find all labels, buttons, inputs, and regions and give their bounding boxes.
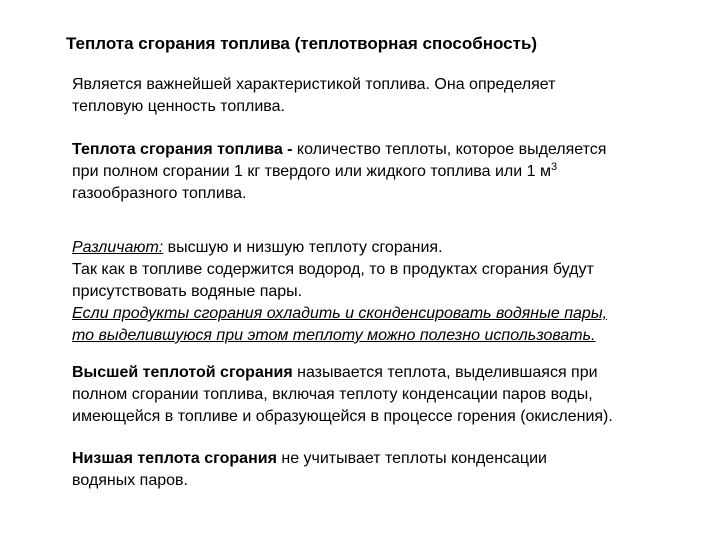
term-heat-of-combustion: Теплота сгорания топлива - <box>72 141 293 158</box>
slide-title: Теплота сгорания топлива (теплотворная способность) <box>66 34 538 53</box>
text-line <box>72 237 692 259</box>
text-line: газообразного топлива. <box>72 185 247 202</box>
text-fragment: называется теплота, выделившаяся при <box>292 364 598 381</box>
paragraph-higher-heat <box>72 362 692 428</box>
superscript-cubic: 3 <box>550 161 558 173</box>
text-fragment: количество теплоты, которое выделяется <box>292 141 607 158</box>
lead-distinguish: Различают: <box>72 239 164 256</box>
emphasis-line: Если продукты сгорания охладить и сконденсировать водяные пары, <box>72 305 608 322</box>
text-line <box>72 448 692 470</box>
text-line: имеющейся в топливе и образующейся в процессе горения (окисления). <box>72 408 613 425</box>
text-line: Так как в топливе содержится водород, то в продуктах сгорания будут <box>72 261 594 278</box>
text-line: Является важнейшей характеристикой топлива. Она определяет <box>72 76 556 93</box>
text-fragment: при полном сгорании 1 кг твердого или жидкого топлива или 1 м <box>72 163 551 180</box>
text-line: водяных паров. <box>72 472 188 489</box>
text-line <box>72 139 692 161</box>
paragraph-definition <box>72 139 692 205</box>
emphasis-line: то выделившуюся при этом теплоту можно полезно использовать. <box>72 327 596 344</box>
text-line: полном сгорании топлива, включая теплоту конденсации паров воды, <box>72 386 593 403</box>
text-line: присутствовать водяные пары. <box>72 283 303 300</box>
text-line <box>72 161 692 183</box>
paragraph-importance <box>72 74 692 118</box>
paragraph-lower-heat <box>72 448 692 492</box>
term-lower-heat: Низшая теплота сгорания <box>72 450 277 467</box>
term-higher-heat: Высшей теплотой сгорания <box>72 364 293 381</box>
text-line: тепловую ценность топлива. <box>72 98 285 115</box>
text-fragment: не учитывает теплоты конденсации <box>276 450 547 467</box>
text-line <box>72 362 692 384</box>
paragraph-distinguish <box>72 237 692 347</box>
text-fragment: высшую и низшую теплоту сгорания. <box>163 239 443 256</box>
